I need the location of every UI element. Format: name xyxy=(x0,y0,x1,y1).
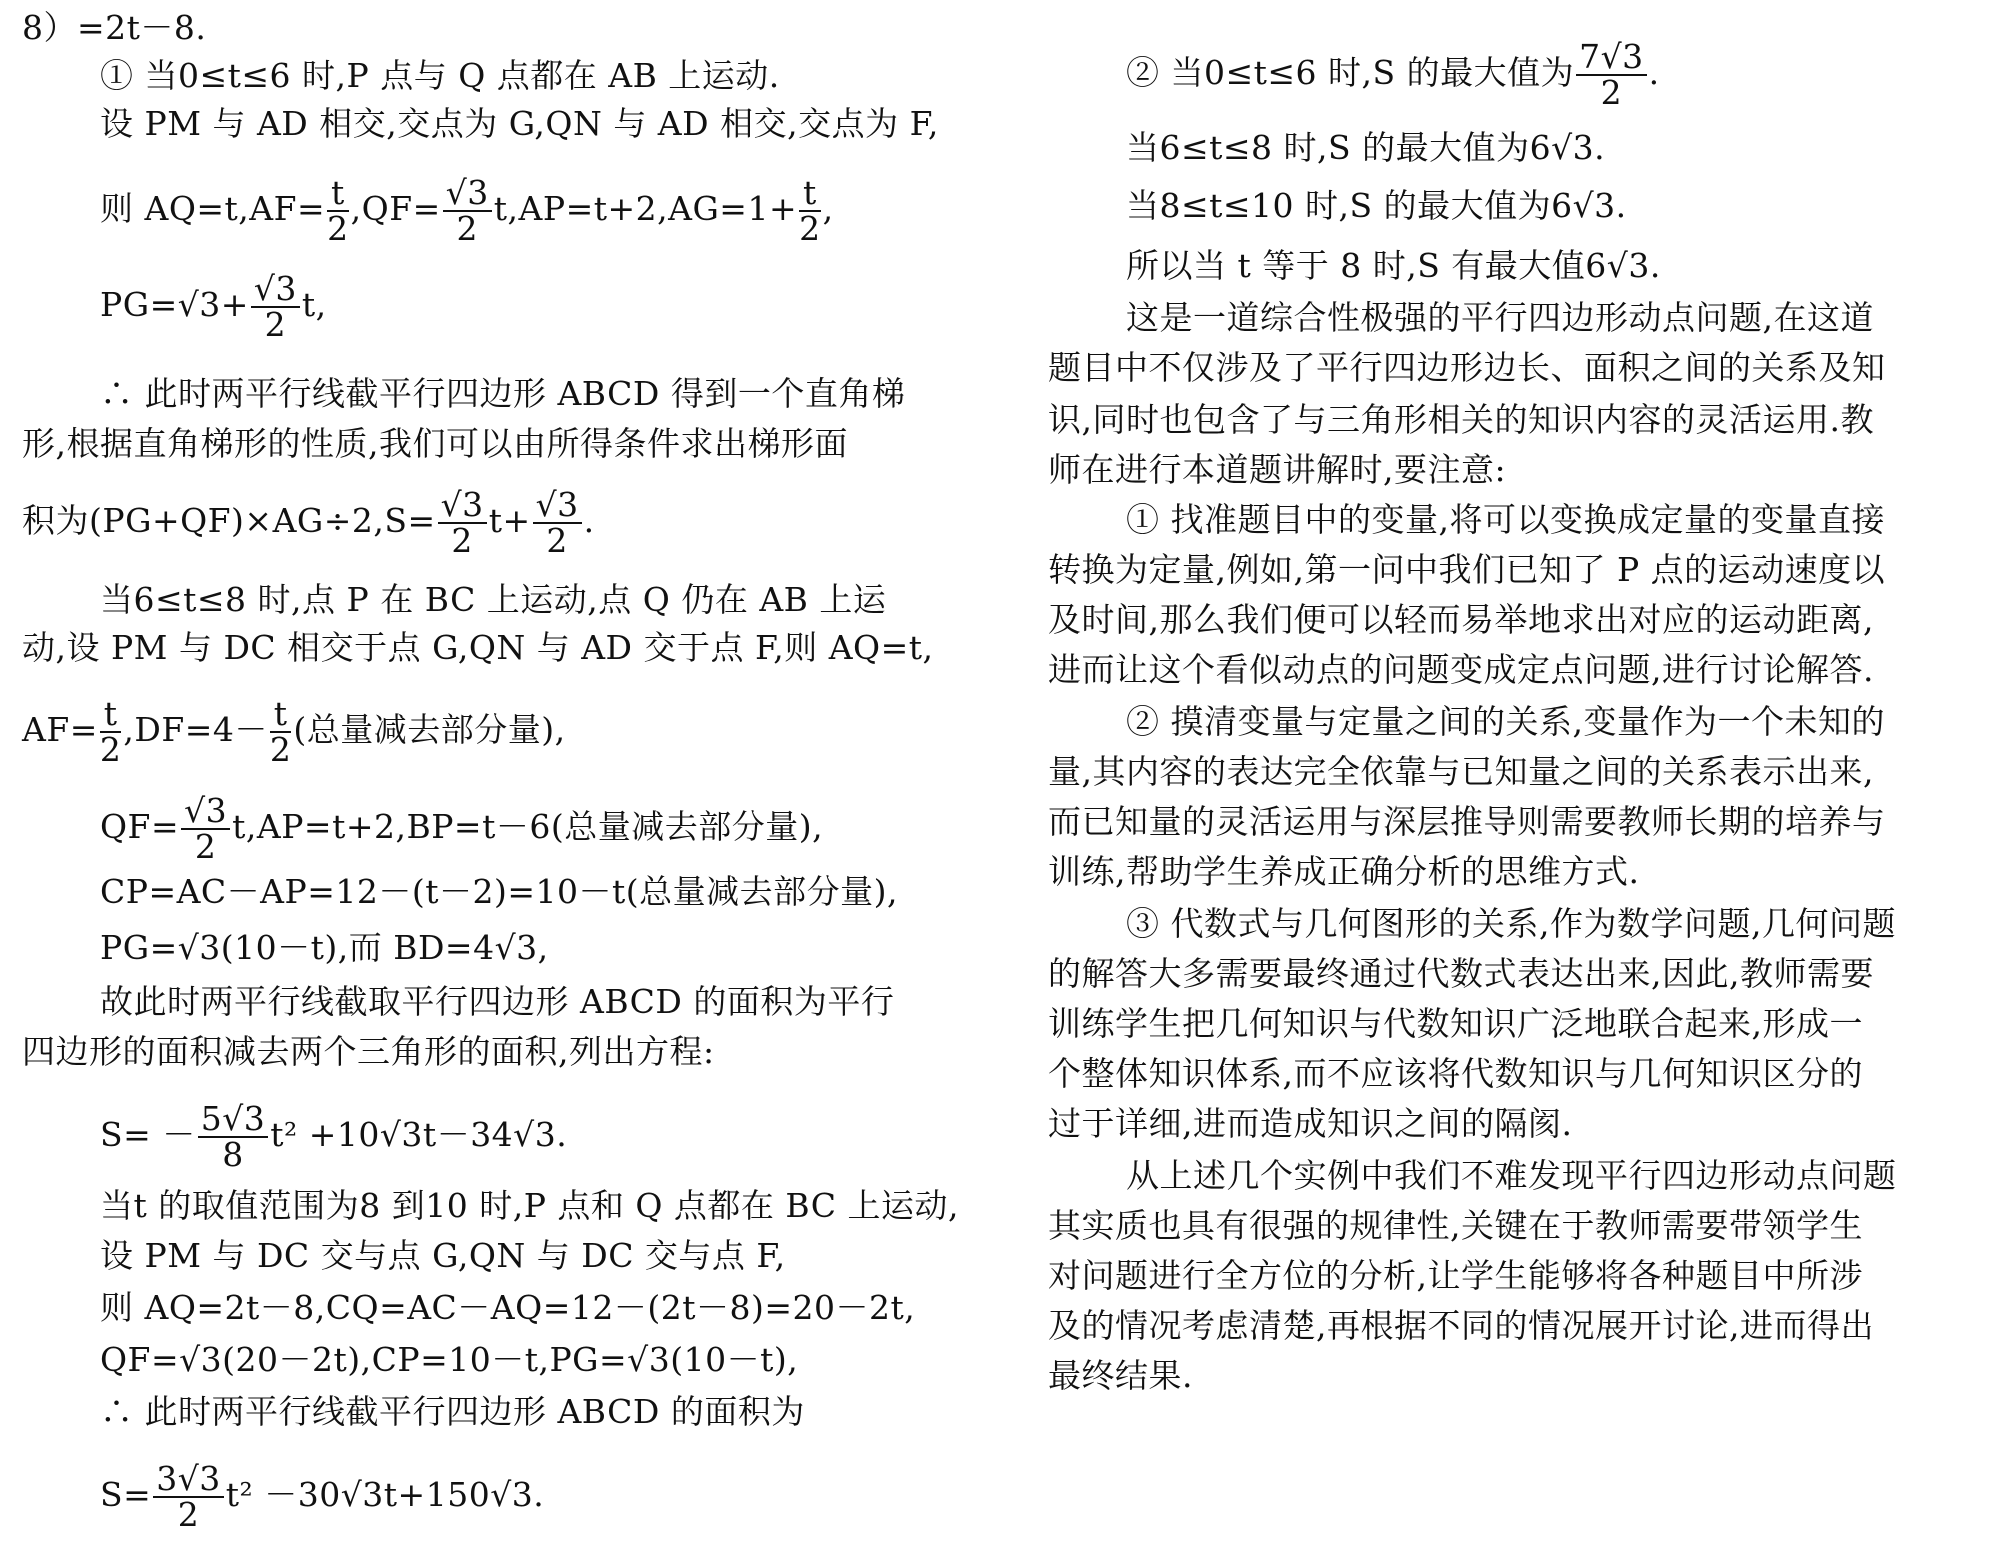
text-segment: t² －30√3t+150√3. xyxy=(225,1475,545,1514)
text-line: 当6≤t≤8 时,点 P 在 BC 上运动,点 Q 仍在 AB 上运 xyxy=(100,580,887,619)
text-segment: , xyxy=(822,189,834,228)
text-line: 师在进行本道题讲解时,要注意: xyxy=(1048,450,1507,489)
text-segment: t² +10√3t－34√3. xyxy=(270,1115,568,1154)
fraction xyxy=(327,173,349,248)
fraction-numerator: t xyxy=(799,176,821,212)
text-segment: AF= xyxy=(22,710,98,749)
fraction xyxy=(799,173,821,248)
text-segment: S= xyxy=(100,1475,152,1514)
text-line: 当6≤t≤8 时,S 的最大值为6√3. xyxy=(1126,128,1606,167)
fraction-denominator: 2 xyxy=(264,305,287,344)
text-line: 四边形的面积减去两个三角形的面积,列出方程: xyxy=(22,1032,715,1071)
text-line: 形,根据直角梯形的性质,我们可以由所得条件求出梯形面 xyxy=(22,424,848,463)
text-line: 进而让这个看似动点的问题变成定点问题,进行讨论解答. xyxy=(1048,650,1874,689)
fraction-numerator: t xyxy=(270,697,292,733)
text-line: CP=AC－AP=12－(t－2)=10－t(总量减去部分量), xyxy=(100,872,899,911)
text-segment: ② 当0≤t≤6 时,S 的最大值为 xyxy=(1126,53,1575,92)
fraction-denominator: 2 xyxy=(546,521,568,560)
fraction xyxy=(443,173,492,248)
fraction xyxy=(181,791,230,866)
formula-line xyxy=(100,1459,545,1534)
fraction-numerator: √3 xyxy=(533,488,582,524)
text-segment: t+ xyxy=(488,501,531,540)
text-line: 从上述几个实例中我们不难发现平行四边形动点问题 xyxy=(1126,1156,1897,1195)
text-segment: t,AP=t+2,BP=t－6(总量减去部分量), xyxy=(232,807,824,846)
text-segment: 积为(PG+QF)×AG÷2,S= xyxy=(22,501,436,540)
fraction-denominator: 2 xyxy=(456,209,479,248)
fraction-denominator: 2 xyxy=(177,1495,200,1534)
fraction xyxy=(99,694,122,769)
text-segment: ,DF=4－ xyxy=(123,710,268,749)
formula-line xyxy=(22,694,566,769)
text-line: 及时间,那么我们便可以轻而易举地求出对应的运动距离, xyxy=(1048,600,1874,639)
text-line: 转换为定量,例如,第一问中我们已知了 P 点的运动速度以 xyxy=(1048,550,1886,589)
formula-line xyxy=(100,269,327,344)
text-segment: ,QF= xyxy=(350,189,441,228)
formula-line xyxy=(22,485,595,560)
text-line: 这是一道综合性极强的平行四边形动点问题,在这道 xyxy=(1126,298,1874,337)
text-line: 当8≤t≤10 时,S 的最大值为6√3. xyxy=(1126,186,1627,225)
fraction-numerator: 3√3 xyxy=(153,1462,224,1498)
fraction-denominator: 2 xyxy=(194,827,217,866)
fraction-denominator: 2 xyxy=(327,209,349,248)
fraction xyxy=(269,694,292,769)
text-line: 的解答大多需要最终通过代数式表达出来,因此,教师需要 xyxy=(1048,954,1874,993)
fraction-numerator: 5√3 xyxy=(198,1102,269,1138)
text-line: ① 找准题目中的变量,将可以变换成定量的变量直接 xyxy=(1126,500,1885,539)
text-line: PG=√3(10－t),而 BD=4√3, xyxy=(100,928,549,967)
text-segment: S= － xyxy=(100,1115,196,1154)
formula-line xyxy=(100,173,834,248)
fraction-numerator: √3 xyxy=(181,794,230,830)
fraction-numerator: √3 xyxy=(438,488,487,524)
fraction xyxy=(1576,37,1647,112)
fraction xyxy=(438,485,487,560)
fraction xyxy=(153,1459,224,1534)
text-line: 个整体知识体系,而不应该将代数知识与几何知识区分的 xyxy=(1048,1054,1863,1093)
fraction-denominator: 2 xyxy=(99,730,122,769)
text-line: ∴ 此时两平行线截平行四边形 ABCD 的面积为 xyxy=(100,1392,805,1431)
text-segment: . xyxy=(1648,53,1660,92)
text-segment: t,AP=t+2,AG=1+ xyxy=(493,189,798,228)
text-line: 当t 的取值范围为8 到10 时,P 点和 Q 点都在 BC 上运动, xyxy=(100,1186,960,1225)
text-line: 训练,帮助学生养成正确分析的思维方式. xyxy=(1048,852,1640,891)
fraction-denominator: 2 xyxy=(1600,73,1623,112)
fraction-numerator: √3 xyxy=(443,176,492,212)
text-line: 识,同时也包含了与三角形相关的知识内容的灵活运用.教 xyxy=(1048,400,1874,439)
fraction-denominator: 2 xyxy=(451,521,473,560)
text-line: 设 PM 与 AD 相交,交点为 G,QN 与 AD 相交,交点为 F, xyxy=(100,104,939,143)
text-line: 则 AQ=2t－8,CQ=AC－AQ=12－(2t－8)=20－2t, xyxy=(100,1288,916,1327)
text-line: 所以当 t 等于 8 时,S 有最大值6√3. xyxy=(1126,246,1661,285)
text-line: 及的情况考虑清楚,再根据不同的情况展开讨论,进而得出 xyxy=(1048,1306,1874,1345)
fraction-denominator: 2 xyxy=(269,730,292,769)
text-line: ③ 代数式与几何图形的关系,作为数学问题,几何问题 xyxy=(1126,904,1896,943)
text-line: 8）=2t－8. xyxy=(22,8,207,47)
fraction-denominator: 2 xyxy=(799,209,821,248)
text-line: 最终结果. xyxy=(1048,1356,1193,1395)
fraction-numerator: t xyxy=(327,176,349,212)
fraction-denominator: 8 xyxy=(222,1135,244,1174)
formula-line xyxy=(100,791,824,866)
text-line: ① 当0≤t≤6 时,P 点与 Q 点都在 AB 上运动. xyxy=(100,56,780,95)
text-line: 故此时两平行线截取平行四边形 ABCD 的面积为平行 xyxy=(100,982,895,1021)
text-segment: t, xyxy=(301,285,327,324)
text-line: 对问题进行全方位的分析,让学生能够将各种题目中所涉 xyxy=(1048,1256,1863,1295)
fraction xyxy=(251,269,300,344)
text-segment: QF= xyxy=(100,807,180,846)
fraction xyxy=(533,485,582,560)
text-line: 训练学生把几何知识与代数知识广泛地联合起来,形成一 xyxy=(1048,1004,1863,1043)
fraction xyxy=(198,1099,269,1174)
text-segment: 则 AQ=t,AF= xyxy=(100,189,326,228)
text-segment: (总量减去部分量), xyxy=(293,710,566,749)
fraction-numerator: t xyxy=(100,697,122,733)
text-line: 其实质也具有很强的规律性,关键在于教师需要带领学生 xyxy=(1048,1206,1863,1245)
text-line: 过于详细,进而造成知识之间的隔阂. xyxy=(1048,1104,1573,1143)
text-line: ② 摸清变量与定量之间的关系,变量作为一个未知的 xyxy=(1126,702,1885,741)
text-line: QF=√3(20－2t),CP=10－t,PG=√3(10－t), xyxy=(100,1340,799,1379)
fraction-numerator: 7√3 xyxy=(1576,40,1647,76)
text-line: ∴ 此时两平行线截平行四边形 ABCD 得到一个直角梯 xyxy=(100,374,906,413)
text-line: 而已知量的灵活运用与深层推导则需要教师长期的培养与 xyxy=(1048,802,1886,841)
text-line: 量,其内容的表达完全依靠与已知量之间的关系表示出来, xyxy=(1048,752,1874,791)
formula-line xyxy=(1126,37,1660,112)
text-line: 题目中不仅涉及了平行四边形边长、面积之间的关系及知 xyxy=(1048,348,1886,387)
fraction-numerator: √3 xyxy=(251,272,300,308)
formula-line xyxy=(100,1099,568,1174)
text-segment: PG=√3+ xyxy=(100,285,249,324)
text-line: 动,设 PM 与 DC 相交于点 G,QN 与 AD 交于点 F,则 AQ=t, xyxy=(22,628,934,667)
text-segment: . xyxy=(583,501,595,540)
text-line: 设 PM 与 DC 交与点 G,QN 与 DC 交与点 F, xyxy=(100,1236,786,1275)
